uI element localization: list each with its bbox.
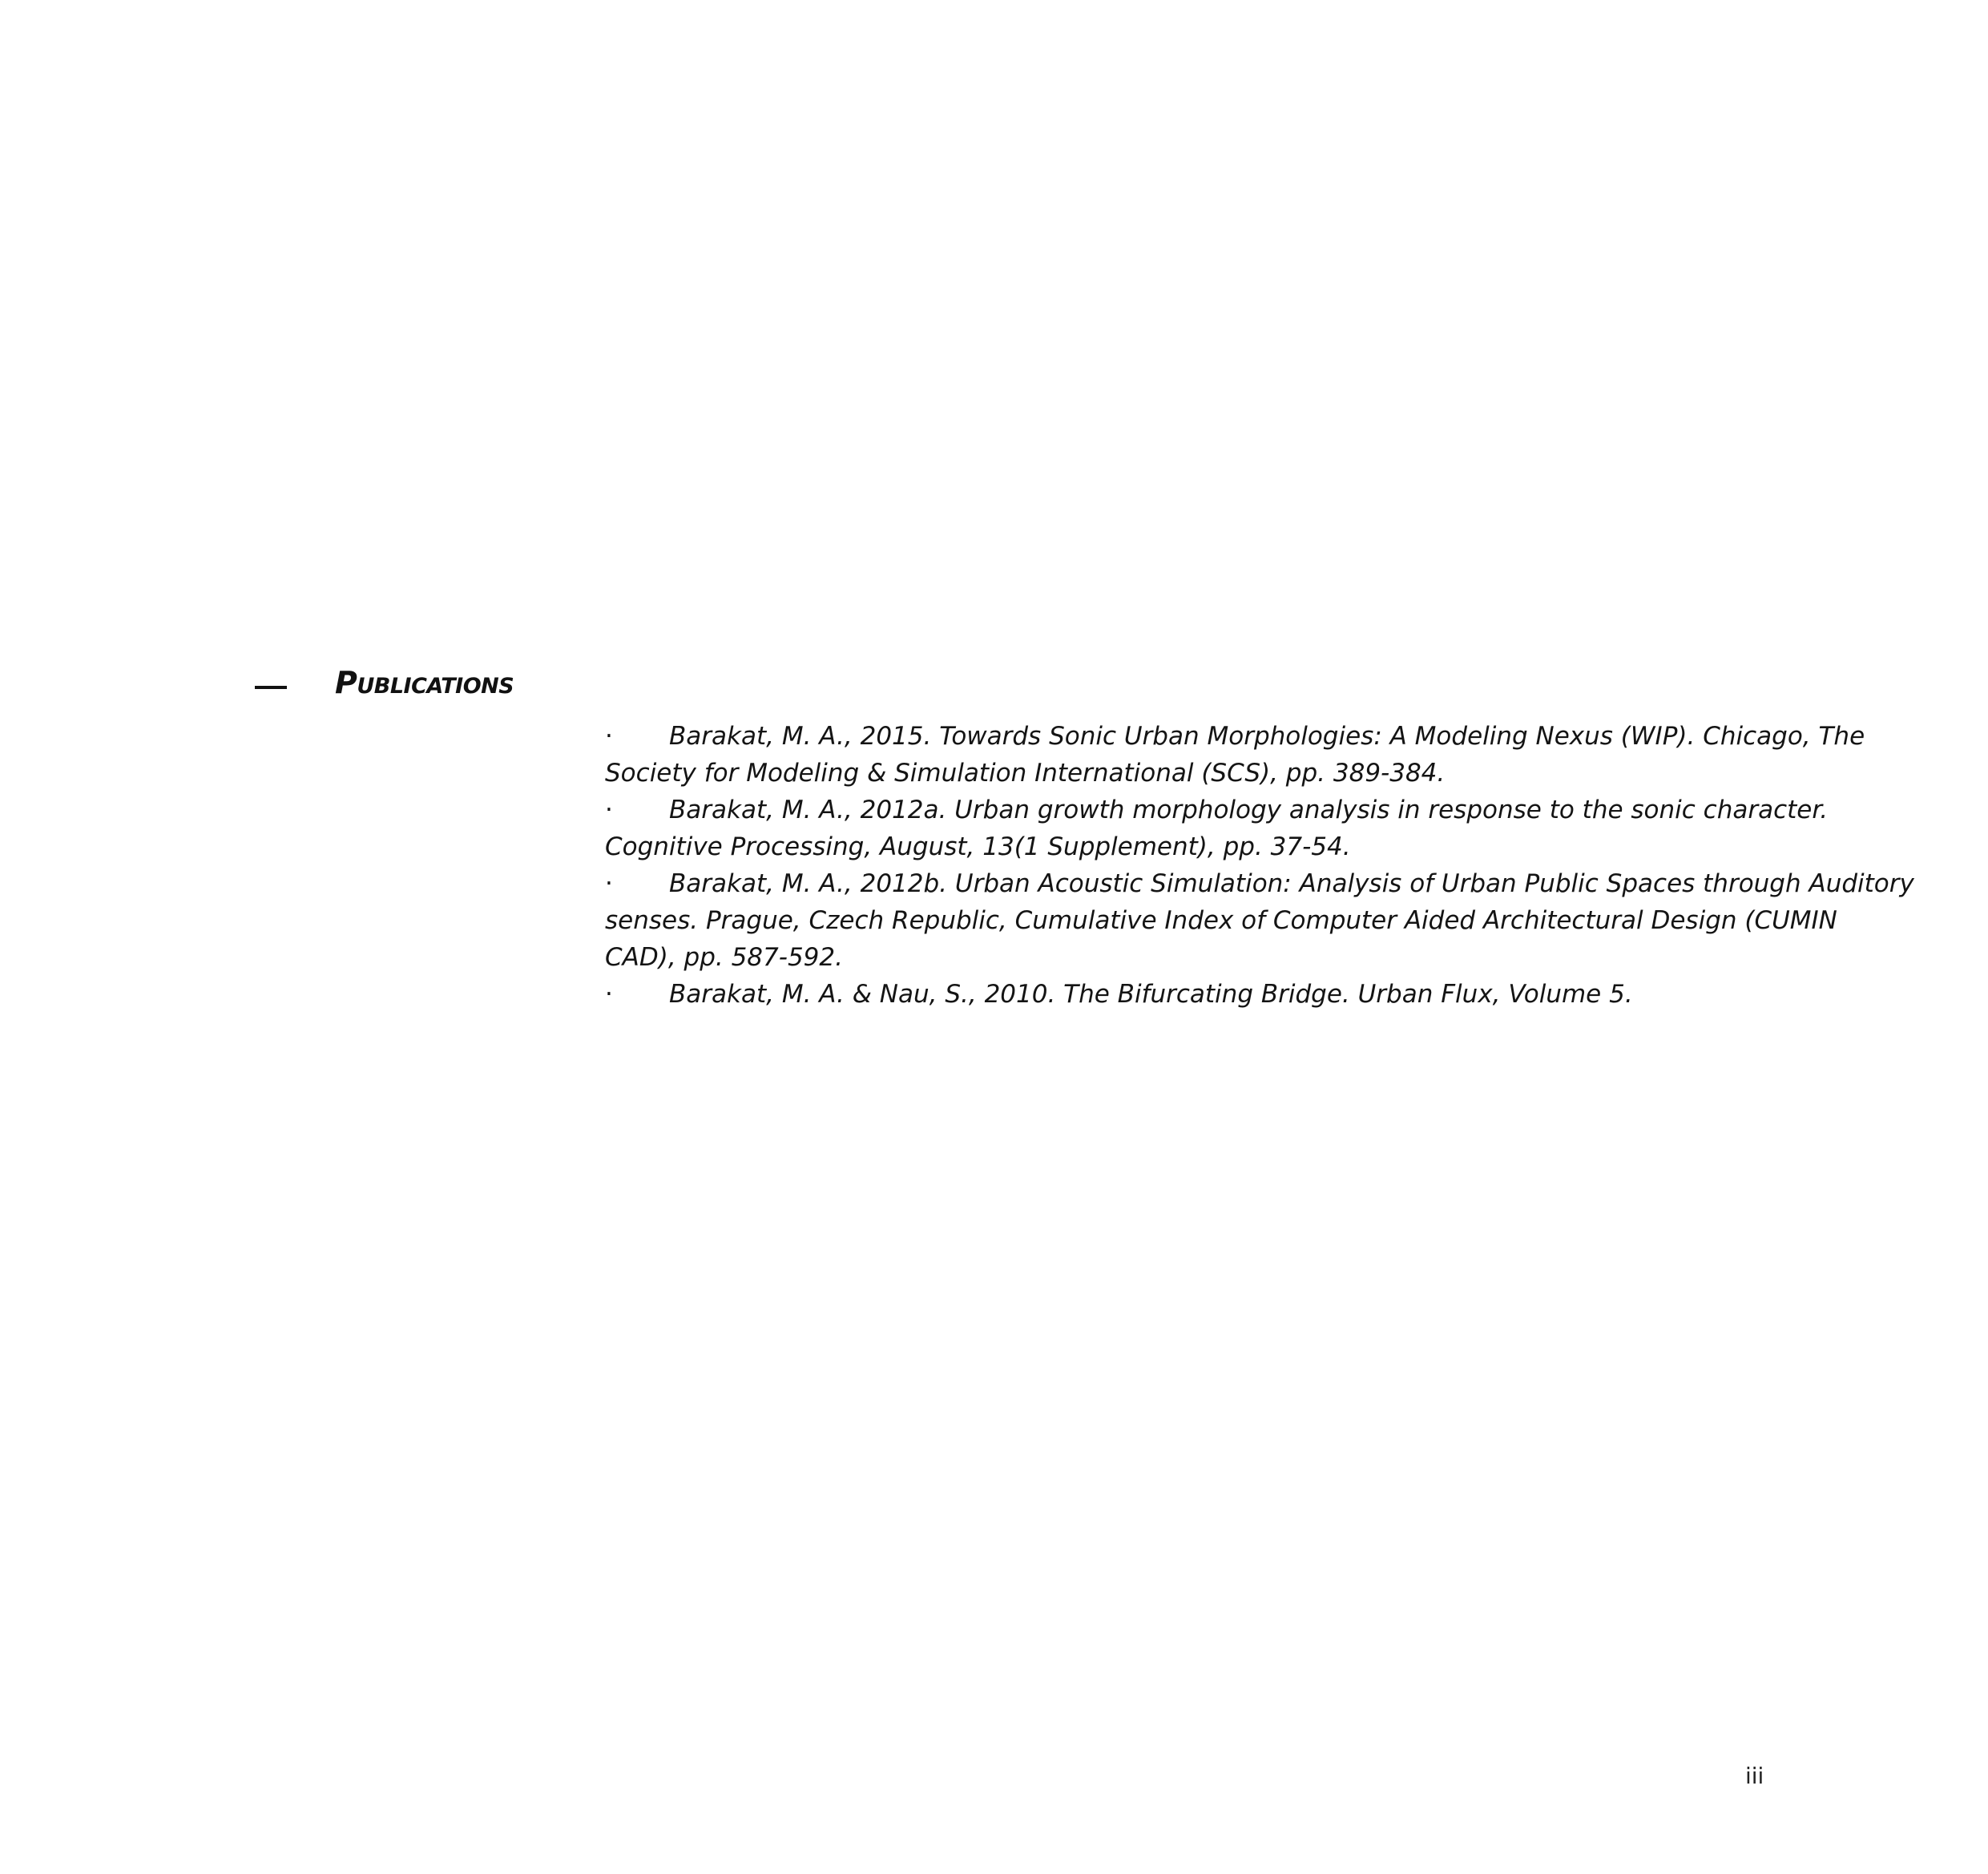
publication-item [605,976,1916,1013]
publication-text: Barakat, M. A., 2015. Towards Sonic Urban Morphologies: A Modeling Nexus (WIP). Chicago, The Society for Modeling & Simulation International (SCS), pp. 389-384. [605,722,1865,788]
bullet: · [605,722,613,751]
publication-item [605,792,1916,865]
page-number: iii [1745,1763,1764,1789]
bullet: · [605,796,613,824]
publication-text: Barakat, M. A. & Nau, S., 2010. The Bifurcating Bridge. Urban Flux, Volume 5. [669,980,1633,1009]
publication-list [605,718,1916,1013]
bullet: · [605,869,613,898]
publication-text: Barakat, M. A., 2012a. Urban growth morphology analysis in response to the sonic character. Cognitive Processing, August, 13(1 Supplement), pp. 37-54. [605,796,1829,861]
publication-item [605,718,1916,792]
section-dash [255,686,287,689]
publication-item [605,865,1916,976]
bullet: · [605,980,613,1009]
publication-text: Barakat, M. A., 2012b. Urban Acoustic Simulation: Analysis of Urban Public Spaces through Auditory senses. Prague, Czech Republic, Cumulative Index of Computer Aided Architectural Design (CUMIN CAD), pp. 587-592. [605,869,1914,972]
section-title: Publications [335,665,514,700]
